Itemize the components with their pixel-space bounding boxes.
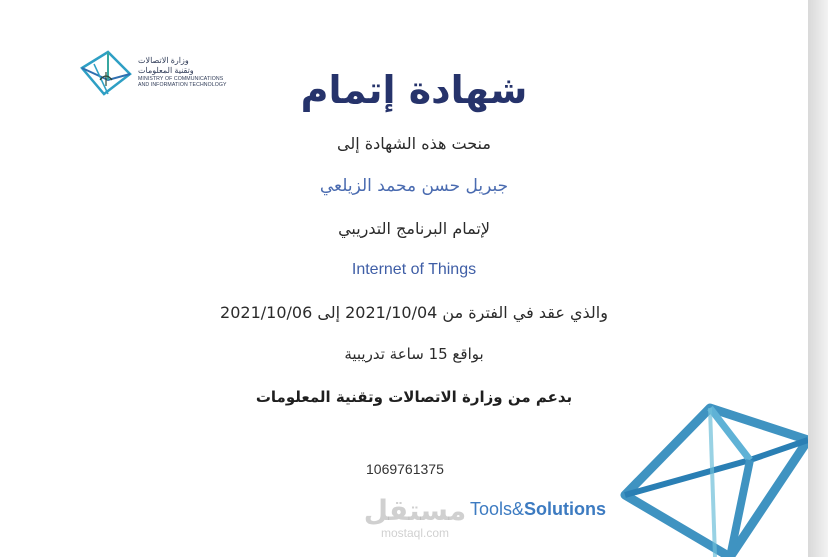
ministry-name-en-2: AND INFORMATION TECHNOLOGY bbox=[138, 82, 227, 88]
completion-text: لإتمام البرنامج التدريبي bbox=[338, 219, 490, 238]
certificate-number: 1069761375 bbox=[366, 461, 444, 477]
certificate-title: شهادة إتمام bbox=[300, 68, 528, 112]
brand-part2: Solutions bbox=[524, 499, 607, 519]
brand-part1: Tools& bbox=[470, 499, 525, 519]
decorative-triangle-graphic bbox=[610, 400, 810, 557]
watermark-main: مستقل bbox=[363, 494, 467, 527]
program-name: Internet of Things bbox=[351, 261, 477, 278]
ministry-name-ar-2: وتقنية المعلومات bbox=[138, 66, 194, 75]
page-edge-shadow bbox=[808, 0, 828, 557]
tools-solutions-brand bbox=[470, 499, 606, 520]
recipient-name: جبريل حسن محمد الزيلعي bbox=[319, 176, 509, 196]
hours-text: بواقع 15 ساعة تدريبية bbox=[344, 345, 484, 363]
granted-to-text: منحت هذه الشهادة إلى bbox=[337, 134, 491, 153]
support-text: بدعم من وزارة الاتصالات وتقنية المعلومات bbox=[255, 388, 573, 406]
period-text: والذي عقد في الفترة من 2021/10/04 إلى 2021/10/06 bbox=[220, 303, 608, 322]
ministry-name-en-1: MINISTRY OF COMMUNICATIONS bbox=[138, 76, 224, 82]
watermark-url: mostaql.com bbox=[380, 526, 450, 540]
ministry-name-ar-1: وزارة الاتصالات bbox=[138, 56, 189, 65]
mostaql-watermark bbox=[355, 496, 475, 540]
